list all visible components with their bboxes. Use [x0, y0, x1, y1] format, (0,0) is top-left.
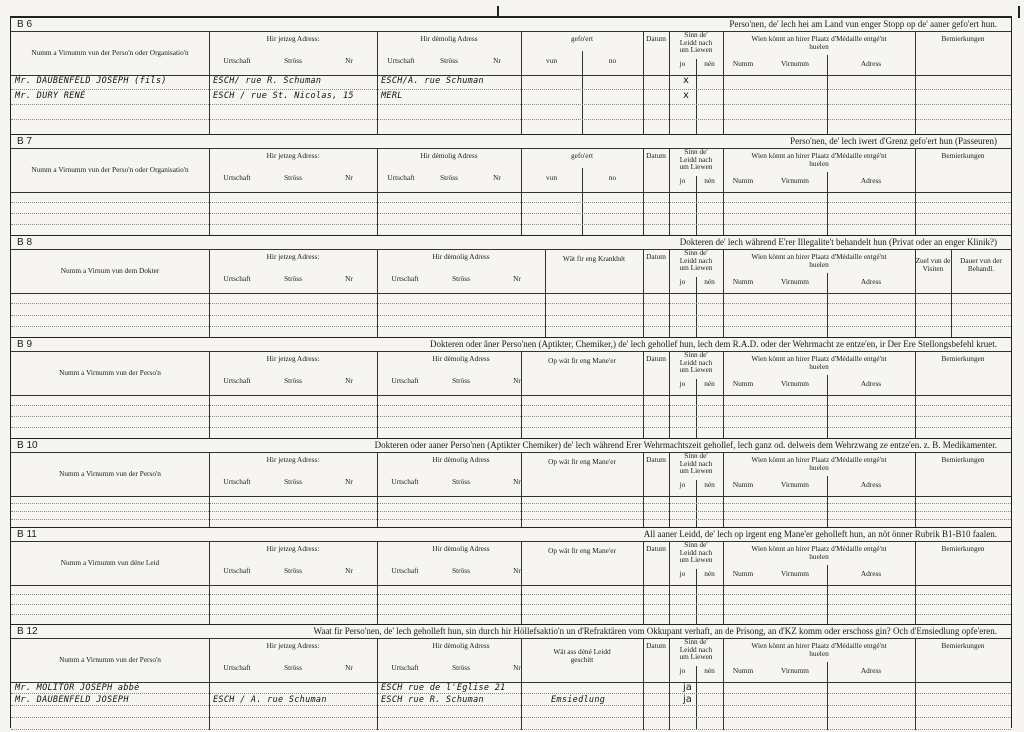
- column-header-transported: gefo'ert: [571, 34, 593, 43]
- grid-line: [643, 541, 644, 625]
- entry-current-address: ESCH / A. rue Schuman: [213, 695, 327, 705]
- subheader-yes: jo: [679, 277, 686, 286]
- grid-line: [827, 565, 828, 625]
- section-title: Dokteren oder aaner Perso'nen (Aptikter Chemiker) de' lech während Erer Wehrmachtszeit gehollef, lech ganz od. delweis dem Wehrzwang ze entze'en. z. B. Medikamenter.: [374, 440, 997, 450]
- column-header-former-address: Hir dèmolig Adress: [432, 354, 490, 363]
- subheader-nr: Nr: [513, 274, 521, 283]
- section-b9: [11, 337, 1011, 438]
- grid-line: [696, 59, 697, 135]
- column-header-alive: Sinn de' Leidd nach um Liewen: [679, 248, 713, 272]
- entry-current-address: ESCH/ rue R. Schuman: [213, 76, 322, 86]
- subheader-no: nén: [704, 379, 715, 388]
- row-rule: [11, 224, 1011, 225]
- row-rule: [11, 416, 1011, 417]
- entry-what-happened: Emsiedlung: [551, 695, 606, 705]
- subheader-street: Ströss: [452, 663, 470, 672]
- subheader-to: no: [608, 173, 617, 182]
- margin-tick: [1018, 6, 1020, 18]
- entry-current-address: ESCH / rue St. Nicolas, 15: [213, 91, 354, 101]
- section-b8: [11, 235, 1011, 337]
- entry-alive-mark: ja: [683, 694, 692, 705]
- entry-former-address: ESCH/A. rue Schuman: [381, 76, 484, 86]
- grid-line: [827, 273, 828, 338]
- grid-line: [696, 176, 697, 236]
- subheader-medal-address: Adress: [860, 176, 882, 185]
- subheader-medal-name: Numm: [732, 379, 754, 388]
- subheader-no: nén: [704, 59, 715, 68]
- subheader-no: nén: [704, 666, 715, 675]
- grid-line: [582, 51, 583, 135]
- column-header-alive: Sinn de' Leidd nach um Liewen: [679, 451, 713, 475]
- row-rule: [11, 202, 1011, 203]
- subheader-nr: Nr: [345, 56, 353, 65]
- subheader-town: Urtschaft: [391, 477, 419, 486]
- grid-line: [696, 480, 697, 528]
- column-header-name: Numm a Virnumm vun der Perso'n: [59, 655, 161, 664]
- grid-line: [209, 249, 210, 338]
- row-rule: [11, 729, 1011, 730]
- row-rule: [11, 717, 1011, 718]
- margin-tick: [497, 6, 499, 16]
- column-header-date: Datum: [646, 34, 666, 43]
- column-header-illness: Wät fir eng Krankhét: [562, 254, 626, 263]
- subheader-medal-name: Numm: [732, 666, 754, 675]
- subheader-medal-firstname: Virnumm: [781, 59, 809, 68]
- entry-name: Mr. MOLITOR JOSEPH abbé: [15, 683, 140, 693]
- grid-line: [377, 249, 378, 338]
- column-header-alive: Sinn de' Leidd nach um Liewen: [679, 350, 713, 374]
- row-rule: [11, 405, 1011, 406]
- column-header-alive: Sinn de' Leidd nach um Liewen: [679, 637, 713, 661]
- subheader-street: Ströss: [452, 477, 470, 486]
- subheader-medal-name: Numm: [732, 277, 754, 286]
- grid-line: [11, 638, 1011, 639]
- entry-name: Mr. DURY RENÉ: [15, 91, 86, 101]
- grid-line: [209, 541, 210, 625]
- column-header-medal: Wien könnt an hirer Plaatz d'Médaille entgé'nt huelen: [751, 252, 887, 269]
- subheader-nr: Nr: [345, 274, 353, 283]
- entry-former-address: ESCH rue R. Schuman: [381, 695, 484, 705]
- section-title: Dokteren oder âner Perso'nen (Aptikter, Chemiker,) de' lech gehollef hun, lech dem R.A.D. oder der Wehrmacht ze entze'en, ir Der Ere Stellongsbefehl kruet.: [429, 339, 997, 349]
- column-header-remarks: Bemierkungen: [941, 544, 985, 553]
- row-rule: [11, 594, 1011, 595]
- column-header-current-address: Hir jetzeg Adress:: [266, 641, 320, 650]
- grid-line: [827, 476, 828, 528]
- row-rule: [11, 315, 1011, 316]
- section-b6: [11, 17, 1011, 134]
- column-header-manner: Op wät fir eng Mane'er: [548, 457, 616, 466]
- subheader-town: Urtschaft: [391, 376, 419, 385]
- grid-line: [643, 148, 644, 236]
- column-header-alive: Sinn de' Leidd nach um Liewen: [679, 147, 713, 171]
- grid-line: [643, 351, 644, 439]
- grid-line: [209, 148, 210, 236]
- row-rule: [11, 604, 1011, 605]
- entry-alive-mark: x: [683, 90, 689, 101]
- column-header-duration: Dauer vun der Behandl.: [960, 256, 1002, 273]
- column-header-manner: Op wät fir eng Mane'er: [548, 546, 616, 555]
- grid-line: [696, 666, 697, 730]
- column-header-former-address: Hir dèmolig Adress: [432, 544, 490, 553]
- row-rule: [11, 614, 1011, 615]
- row-rule: [11, 119, 1011, 120]
- subheader-street: Ströss: [440, 173, 458, 182]
- row-rule: [11, 104, 1011, 105]
- subheader-medal-name: Numm: [732, 569, 754, 578]
- grid-line: [11, 192, 1011, 193]
- subheader-yes: jo: [679, 59, 686, 68]
- column-header-medal: Wien könnt an hirer Plaatz d'Médaille entgé'nt huelen: [751, 354, 887, 371]
- row-rule: [11, 693, 1011, 694]
- subheader-to: no: [608, 56, 617, 65]
- column-header-medal: Wien könnt an hirer Plaatz d'Médaille entgé'nt huelen: [751, 455, 887, 472]
- column-header-current-address: Hir jetzeg Adress:: [266, 544, 320, 553]
- column-header-current-address: Hir jetzeg Adress:: [266, 151, 320, 160]
- section-code: B 7: [17, 136, 33, 147]
- subheader-from: vun: [546, 56, 557, 65]
- grid-line: [11, 249, 1011, 250]
- subheader-yes: jo: [679, 666, 686, 675]
- grid-line: [377, 148, 378, 236]
- subheader-town: Urtschaft: [223, 566, 251, 575]
- subheader-medal-name: Numm: [732, 59, 754, 68]
- column-header-current-address: Hir jetzeg Adress:: [266, 455, 320, 464]
- section-code: B 10: [17, 440, 38, 451]
- subheader-town: Urtschaft: [223, 376, 251, 385]
- row-rule: [11, 427, 1011, 428]
- subheader-street: Ströss: [284, 274, 302, 283]
- column-header-medal: Wien könnt an hirer Plaatz d'Médaille entgé'nt huelen: [751, 641, 887, 658]
- subheader-street: Ströss: [452, 566, 470, 575]
- subheader-town: Urtschaft: [223, 56, 251, 65]
- subheader-medal-firstname: Virnumm: [781, 379, 809, 388]
- subheader-medal-firstname: Virnumm: [781, 176, 809, 185]
- subheader-medal-address: Adress: [860, 569, 882, 578]
- column-header-former-address: Hir dèmolig Adress: [432, 252, 490, 261]
- column-header-remarks: Bemierkungen: [941, 151, 985, 160]
- grid-line: [11, 496, 1011, 497]
- column-header-date: Datum: [646, 455, 666, 464]
- entry-former-address: MERL: [381, 91, 403, 101]
- subheader-nr: Nr: [345, 566, 353, 575]
- subheader-street: Ströss: [440, 56, 458, 65]
- section-b10: [11, 438, 1011, 527]
- grid-line: [209, 351, 210, 439]
- row-rule: [11, 519, 1011, 520]
- subheader-medal-address: Adress: [860, 666, 882, 675]
- subheader-town: Urtschaft: [223, 274, 251, 283]
- grid-line: [827, 375, 828, 439]
- subheader-street: Ströss: [452, 376, 470, 385]
- column-header-date: Datum: [646, 252, 666, 261]
- grid-line: [827, 172, 828, 236]
- column-header-date: Datum: [646, 354, 666, 363]
- subheader-nr: Nr: [345, 477, 353, 486]
- grid-line: [827, 662, 828, 730]
- subheader-yes: jo: [679, 176, 686, 185]
- subheader-yes: jo: [679, 569, 686, 578]
- column-header-alive: Sinn de' Leidd nach um Liewen: [679, 30, 713, 54]
- column-header-date: Datum: [646, 544, 666, 553]
- row-rule: [11, 511, 1011, 512]
- subheader-street: Ströss: [452, 274, 470, 283]
- subheader-nr: Nr: [513, 663, 521, 672]
- column-header-former-address: Hir dèmolig Adress: [432, 641, 490, 650]
- subheader-medal-firstname: Virnumm: [781, 666, 809, 675]
- grid-line: [11, 682, 1011, 683]
- entry-alive-mark: ja: [683, 682, 692, 693]
- entry-name: Mr. DAUBENFELD JOSEPH: [15, 695, 129, 705]
- subheader-medal-firstname: Virnumm: [781, 480, 809, 489]
- subheader-medal-address: Adress: [860, 277, 882, 286]
- subheader-town: Urtschaft: [387, 56, 415, 65]
- subheader-nr: Nr: [345, 173, 353, 182]
- section-title: Perso'nen, de' lech iwert d'Grenz gefo'ert hun (Passeuren): [790, 136, 997, 146]
- subheader-no: nén: [704, 480, 715, 489]
- subheader-nr: Nr: [513, 566, 521, 575]
- subheader-street: Ströss: [284, 56, 302, 65]
- subheader-nr: Nr: [493, 173, 501, 182]
- column-header-name: Numm a Virnumm vun déne Leid: [60, 558, 160, 567]
- column-header-remarks: Bemierkungen: [941, 354, 985, 363]
- subheader-medal-name: Numm: [732, 480, 754, 489]
- subheader-town: Urtschaft: [223, 663, 251, 672]
- column-header-what-happened: Wät ass déné Leidd geschitt: [553, 647, 611, 664]
- entry-alive-mark: x: [683, 75, 689, 86]
- subheader-nr: Nr: [345, 376, 353, 385]
- row-rule: [11, 503, 1011, 504]
- subheader-medal-firstname: Virnumm: [781, 277, 809, 286]
- subheader-street: Ströss: [284, 663, 302, 672]
- subheader-no: nén: [704, 176, 715, 185]
- grid-line: [11, 293, 1011, 294]
- column-header-current-address: Hir jetzeg Adress:: [266, 354, 320, 363]
- grid-line: [521, 148, 522, 236]
- entry-name: Mr. DAUBENFELD JOSEPH (fils): [15, 76, 167, 86]
- column-header-medal: Wien könnt an hirer Plaatz d'Médaille entgé'nt huelen: [751, 544, 887, 561]
- section-code: B 8: [17, 237, 33, 248]
- column-header-name: Numm a Virnumm vun der Perso'n oder Organisatio'n: [31, 165, 189, 174]
- column-header-current-address: Hir jetzeg Adress:: [266, 252, 320, 261]
- row-rule: [11, 705, 1011, 706]
- subheader-town: Urtschaft: [391, 663, 419, 672]
- column-header-former-address: Hir dèmolig Adress: [420, 34, 478, 43]
- subheader-medal-name: Numm: [732, 176, 754, 185]
- subheader-yes: jo: [679, 480, 686, 489]
- grid-line: [11, 351, 1011, 352]
- section-title: Waat fir Perso'nen, de' lech geholleft hun, sin durch hir Höllefsaktio'n un d'Refraktären vom Okkupant verhaft, an de Prisong, an d'KZ komm oder erschoss gin? Och d'Emsiedlung opfe'eren.: [313, 626, 997, 636]
- section-b11: [11, 527, 1011, 624]
- section-code: B 6: [17, 19, 33, 30]
- row-rule: [11, 89, 1011, 90]
- section-title: All aaner Leidd, de' lech op irgent eng Mane'er geholleft hun, an nöt önner Rubrik B1-B10 faalen.: [643, 529, 997, 539]
- subheader-town: Urtschaft: [391, 274, 419, 283]
- grid-line: [915, 148, 916, 236]
- grid-line: [696, 379, 697, 439]
- section-code: B 12: [17, 626, 38, 637]
- column-header-name: Numm a Virnumm vun der Perso'n oder Organisatio'n: [31, 48, 189, 57]
- column-header-name: Numm a Virnumm vun der Perso'n: [59, 469, 161, 478]
- column-header-name: Numm a Virnumm vun der Perso'n: [59, 368, 161, 377]
- grid-line: [827, 55, 828, 135]
- section-b12: [11, 624, 1011, 729]
- column-header-name: Numm a Virnum vun dem Dokter: [60, 266, 160, 275]
- subheader-yes: jo: [679, 379, 686, 388]
- grid-line: [11, 585, 1011, 586]
- subheader-town: Urtschaft: [391, 566, 419, 575]
- subheader-street: Ströss: [284, 477, 302, 486]
- subheader-medal-address: Adress: [860, 59, 882, 68]
- column-header-remarks: Bemierkungen: [941, 641, 985, 650]
- section-title: Perso'nen, de' lech hei am Land vun enger Stopp op de' aaner gefo'ert hun.: [729, 19, 997, 29]
- section-b7: [11, 134, 1011, 235]
- subheader-nr: Nr: [513, 376, 521, 385]
- subheader-nr: Nr: [513, 477, 521, 486]
- column-header-date: Datum: [646, 641, 666, 650]
- subheader-street: Ströss: [284, 566, 302, 575]
- column-header-remarks: Bemierkungen: [941, 455, 985, 464]
- grid-line: [11, 541, 1011, 542]
- grid-line: [643, 249, 644, 338]
- subheader-no: nén: [704, 277, 715, 286]
- entry-former-address: ESCH rue de l'Eglise 21: [381, 683, 506, 693]
- section-code: B 11: [17, 529, 37, 540]
- column-header-medal: Wien könnt an hirer Plaatz d'Médaille entgé'nt huelen: [751, 34, 887, 51]
- subheader-street: Ströss: [284, 173, 302, 182]
- column-header-manner: Op wät fir eng Mane'er: [548, 356, 616, 365]
- column-header-remarks: Bemierkungen: [941, 34, 985, 43]
- column-header-former-address: Hir dèmolig Adress: [420, 151, 478, 160]
- grid-line: [696, 569, 697, 625]
- subheader-town: Urtschaft: [387, 173, 415, 182]
- row-rule: [11, 303, 1011, 304]
- subheader-from: vun: [546, 173, 557, 182]
- subheader-nr: Nr: [493, 56, 501, 65]
- subheader-street: Ströss: [284, 376, 302, 385]
- grid-line: [11, 395, 1011, 396]
- row-rule: [11, 213, 1011, 214]
- section-code: B 9: [17, 339, 33, 350]
- grid-line: [377, 351, 378, 439]
- column-header-medal: Wien könnt an hirer Plaatz d'Médaille entgé'nt huelen: [751, 151, 887, 168]
- grid-line: [915, 541, 916, 625]
- subheader-nr: Nr: [345, 663, 353, 672]
- column-header-visits: Zuel vun de Visiten: [915, 256, 951, 273]
- subheader-town: Urtschaft: [223, 477, 251, 486]
- grid-line: [696, 277, 697, 338]
- column-header-transported: gefo'ert: [571, 151, 593, 160]
- form-sheet: [10, 16, 1012, 728]
- grid-line: [915, 351, 916, 439]
- row-rule: [11, 326, 1011, 327]
- subheader-medal-address: Adress: [860, 480, 882, 489]
- column-header-current-address: Hir jetzeg Adress:: [266, 34, 320, 43]
- grid-line: [11, 148, 1011, 149]
- subheader-medal-address: Adress: [860, 379, 882, 388]
- subheader-medal-firstname: Virnumm: [781, 569, 809, 578]
- column-header-date: Datum: [646, 151, 666, 160]
- grid-line: [11, 31, 1011, 32]
- grid-line: [11, 452, 1011, 453]
- column-header-former-address: Hir dèmolig Adress: [432, 455, 490, 464]
- section-title: Dokteren de' lech während E'rer Illegalite't behandelt hun (Privat oder an enger Klinik?): [679, 237, 997, 247]
- column-header-alive: Sinn de' Leidd nach um Liewen: [679, 540, 713, 564]
- subheader-town: Urtschaft: [223, 173, 251, 182]
- grid-line: [377, 541, 378, 625]
- subheader-no: nén: [704, 569, 715, 578]
